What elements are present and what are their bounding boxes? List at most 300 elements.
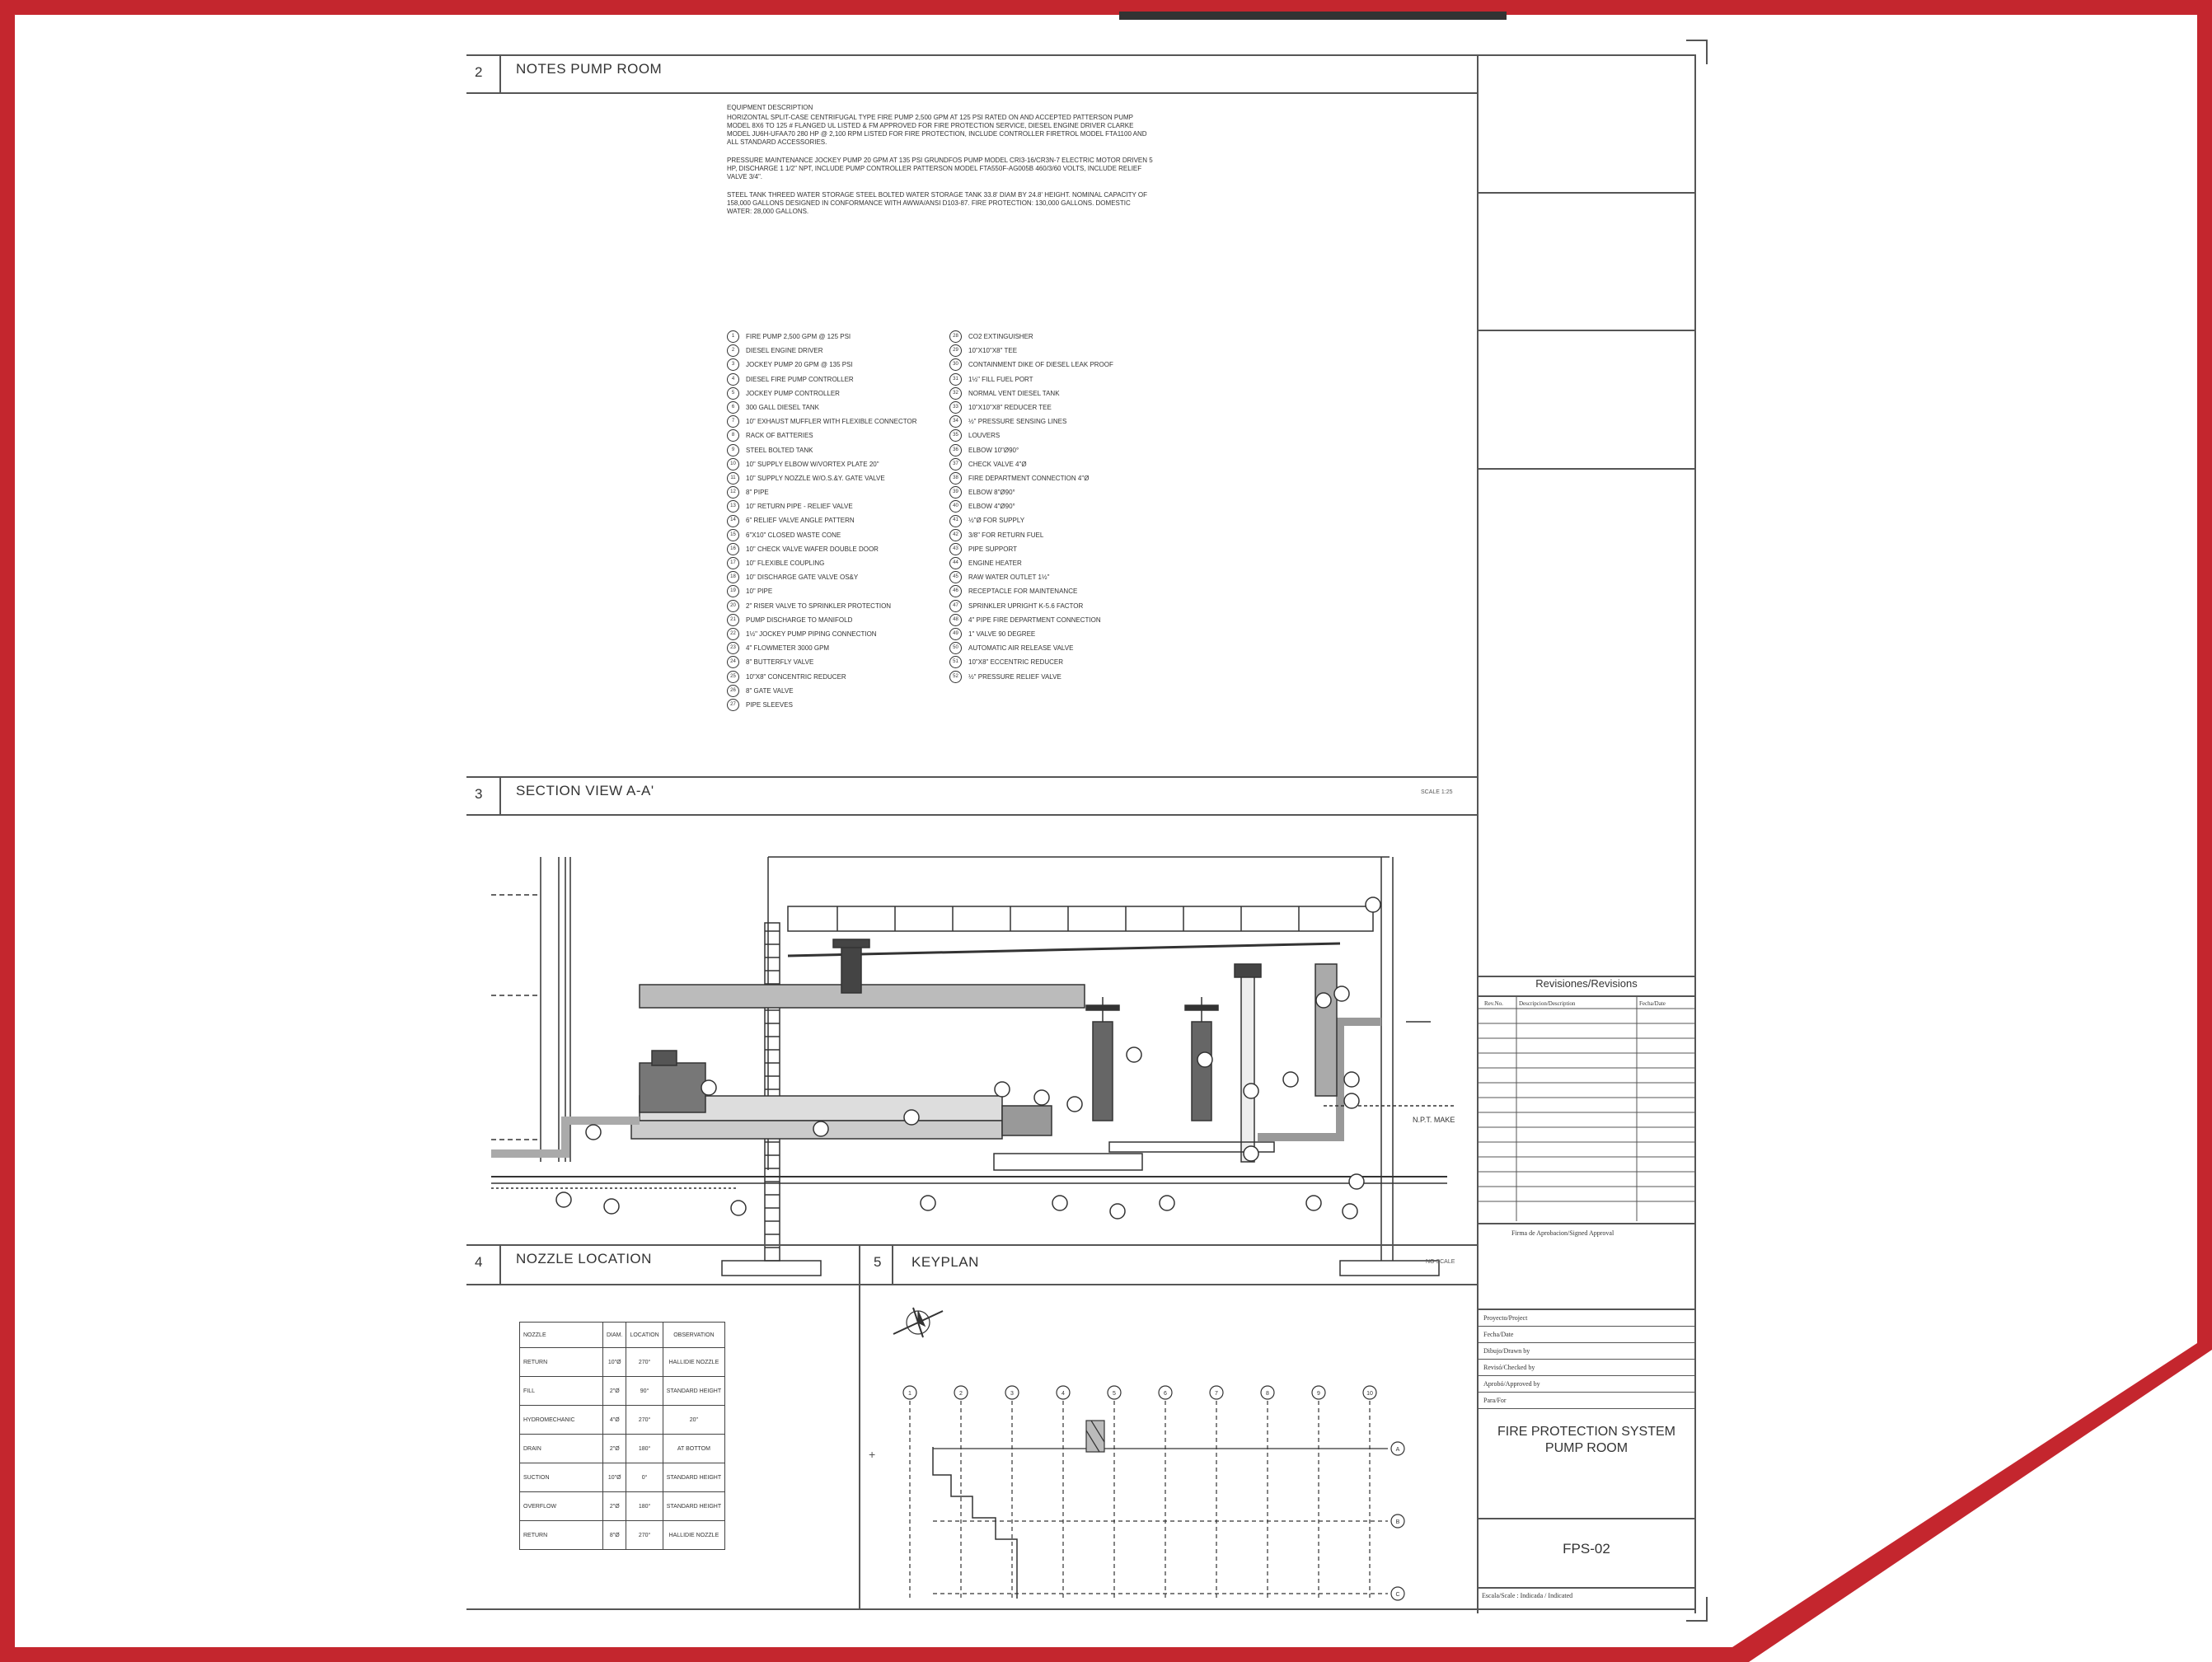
- table-row: [520, 1463, 725, 1492]
- legend-item-text: LOUVERS: [968, 432, 1001, 440]
- keyplan-grid-label: 9: [1317, 1391, 1320, 1397]
- section-view-title: SECTION VIEW A-A': [516, 783, 654, 798]
- legend-item: [949, 457, 1113, 471]
- keyplan-row-label: C: [1395, 1592, 1400, 1598]
- legend-item: [727, 698, 916, 712]
- legend-item: [727, 414, 916, 428]
- table-row: [520, 1521, 725, 1550]
- nozzle-section-title: NOZZLE LOCATION: [516, 1251, 652, 1266]
- corner-mark-bottom: [1686, 1620, 1708, 1622]
- title-block-row: Aprobó/Approved by: [1479, 1376, 1694, 1393]
- keyplan-grid-label: 2: [959, 1391, 963, 1397]
- legend-number-balloon: 35: [949, 429, 962, 442]
- legend-item: [949, 584, 1113, 598]
- legend-item-text: JOCKEY PUMP 20 GPM @ 135 PSI: [746, 361, 853, 369]
- legend-number-balloon: 49: [949, 628, 962, 640]
- legend-item: [949, 471, 1113, 485]
- drawing-callout-balloon: [1110, 1204, 1125, 1219]
- legend-number-balloon: 31: [949, 373, 962, 386]
- legend-number-balloon: 28: [949, 330, 962, 343]
- legend-number-balloon: 7: [727, 415, 739, 428]
- notes-section-number: 2: [475, 64, 483, 80]
- legend-number-balloon: 29: [949, 344, 962, 357]
- legend-number-balloon: 52: [949, 671, 962, 683]
- table-row: [520, 1377, 725, 1406]
- legend-left-column: [727, 330, 916, 712]
- legend-item: [949, 556, 1113, 570]
- nozzle-table-cell: OVERFLOW: [520, 1492, 603, 1521]
- nozzle-table-cell: 90°: [626, 1377, 663, 1406]
- legend-item-text: 10" SUPPLY ELBOW W/VORTEX PLATE 20": [746, 460, 879, 468]
- nozzle-table-cell: 10"Ø: [603, 1463, 626, 1492]
- legend-number-balloon: 48: [949, 614, 962, 626]
- notes-fire-pump: HORIZONTAL SPLIT-CASE CENTRIFUGAL TYPE FIRE PUMP 2,500 GPM AT 125 PSI RATED ON AND ACCEPTED PATTERSON PUMP MODEL 8X6 TO 125 # FLANGED UL LISTED & FM APPROVED FOR FIRE PROTECTION SERVICE, DIESEL ENGINE DRIVER CLARKE MODEL JU6H-UFAA70 280 HP @ 2,100 RPM LISTED FOR FIRE PROTECTION, INCLUDE CONTROLLER FIRETROL MODEL FTA1100 AND ALL STANDARD ACCESSORIES.: [727, 114, 1147, 146]
- legend-item: [727, 684, 916, 698]
- drawing-sheet: [466, 40, 1709, 1615]
- legend-item-text: 10" FLEXIBLE COUPLING: [746, 559, 825, 567]
- legend-number-balloon: 51: [949, 656, 962, 668]
- revisions-header-cell: Fecha/Date: [1639, 1000, 1666, 1007]
- drawing-callout-balloon: [556, 1192, 571, 1207]
- notes-steel-tank: STEEL TANK THREED WATER STORAGE STEEL BOLTED WATER STORAGE TANK 33.8' DIAM BY 24.8' HEIGHT. NOMINAL CAPACITY OF 158,000 GALLONS DESIGNED IN CONFORMANCE WITH AWWA/ANSI D103-87. FIRE PROTECTION: 130,000 GALLONS. DOMESTIC WATER: 28,000 GALLONS.: [727, 191, 1147, 215]
- legend-item: [949, 414, 1113, 428]
- keyplan-grid-label: 10: [1366, 1391, 1373, 1397]
- drawing-callout-balloon: [1343, 1204, 1357, 1219]
- north-arrow-icon: [893, 1308, 943, 1337]
- keyplan-grid-label: 1: [908, 1391, 912, 1397]
- keyplan-section-number: 5: [874, 1254, 882, 1270]
- legend-item: [727, 655, 916, 669]
- drawing-callout-balloon: [1349, 1174, 1364, 1189]
- legend-item: [727, 330, 916, 344]
- nozzle-table-cell: 20": [663, 1406, 724, 1435]
- legend-number-balloon: 13: [727, 500, 739, 513]
- top-dark-band: [1119, 12, 1507, 20]
- legend-item: [949, 344, 1113, 358]
- legend-item-text: AUTOMATIC AIR RELEASE VALVE: [968, 644, 1074, 653]
- revisions-title: Revisiones/Revisions: [1535, 977, 1638, 990]
- nozzle-table-cell: STANDARD HEIGHT: [663, 1492, 724, 1521]
- legend-number-balloon: 46: [949, 585, 962, 597]
- nozzle-table-cell: STANDARD HEIGHT: [663, 1463, 724, 1492]
- titleblock-right-line: [1694, 54, 1696, 1613]
- keyplan-plus: +: [869, 1448, 876, 1461]
- nozzle-table-header-cell: DIAM.: [603, 1323, 626, 1348]
- legend-item-text: 10"X8" CONCENTRIC REDUCER: [746, 672, 846, 681]
- legend-number-balloon: 4: [727, 373, 739, 386]
- table-row: [520, 1348, 725, 1377]
- legend-item-text: CONTAINMENT DIKE OF DIESEL LEAK PROOF: [968, 361, 1113, 369]
- legend-item: [727, 627, 916, 641]
- legend-item-text: 10" DISCHARGE GATE VALVE OS&Y: [746, 574, 859, 582]
- legend-item-text: 6" RELIEF VALVE ANGLE PATTERN: [746, 517, 855, 525]
- legend-item-text: ENGINE HEATER: [968, 559, 1022, 567]
- section-view-drawing: [466, 816, 1477, 1277]
- sheet-bottom-line: [466, 1608, 1696, 1610]
- keyplan-grid-label: 4: [1061, 1391, 1065, 1397]
- legend-item-text: 1½" JOCKEY PUMP PIPING CONNECTION: [746, 630, 877, 638]
- section-header-divider: [499, 776, 501, 816]
- corner-mark-top: [1686, 40, 1708, 41]
- legend-item-text: RAW WATER OUTLET 1½": [968, 574, 1050, 582]
- nozzle-table-cell: 270°: [626, 1348, 663, 1377]
- nozzle-table-cell: AT BOTTOM: [663, 1435, 724, 1463]
- tb-sheetno-line: [1477, 1587, 1696, 1589]
- drawing-callout-balloon: [1244, 1146, 1258, 1161]
- section-view-scale: SCALE 1:25: [1421, 789, 1453, 795]
- legend-item: [949, 627, 1113, 641]
- legend-number-balloon: 10: [727, 458, 739, 471]
- legend-number-balloon: 26: [727, 685, 739, 697]
- legend-item-text: CHECK VALVE 4"Ø: [968, 460, 1027, 468]
- drawing-callout-balloon: [1127, 1047, 1141, 1062]
- legend-item: [949, 670, 1113, 684]
- revisions-grid: [1479, 997, 1694, 1223]
- legend-number-balloon: 14: [727, 515, 739, 527]
- legend-item: [727, 613, 916, 627]
- keyplan-row-label: B: [1395, 1519, 1400, 1525]
- notes-section-title: NOTES PUMP ROOM: [516, 61, 663, 77]
- legend-number-balloon: 8: [727, 429, 739, 442]
- drawing-callout-balloon: [995, 1082, 1010, 1097]
- drawing-callout-balloon: [1052, 1196, 1067, 1210]
- legend-number-balloon: 20: [727, 600, 739, 612]
- section-header-top: [466, 776, 1479, 778]
- legend-item-text: 1" VALVE 90 DEGREE: [968, 630, 1036, 638]
- keyplan-grid-label: 3: [1010, 1391, 1014, 1397]
- legend-number-balloon: 24: [727, 656, 739, 668]
- nozzle-table-cell: 270°: [626, 1406, 663, 1435]
- title-block-row: Fecha/Date: [1479, 1327, 1694, 1343]
- legend-number-balloon: 41: [949, 515, 962, 527]
- drawing-callout-balloon: [1344, 1093, 1359, 1108]
- legend-item-text: 300 GALL DIESEL TANK: [746, 403, 819, 411]
- title-block-row: Revisó/Checked by: [1479, 1360, 1694, 1376]
- drawing-callout-balloon: [1244, 1084, 1258, 1098]
- nozzle-table-cell: 270°: [626, 1521, 663, 1550]
- keyplan-grid-label: 5: [1113, 1391, 1116, 1397]
- legend-number-balloon: 40: [949, 500, 962, 513]
- tb-line-1: [1477, 192, 1696, 194]
- title-block-row: Dibujo/Drawn by: [1479, 1343, 1694, 1360]
- legend-item: [727, 386, 916, 400]
- legend-item-text: JOCKEY PUMP CONTROLLER: [746, 389, 840, 397]
- legend-number-balloon: 2: [727, 344, 739, 357]
- legend-number-balloon: 22: [727, 628, 739, 640]
- legend-item-text: DIESEL FIRE PUMP CONTROLLER: [746, 375, 854, 383]
- legend-item: [727, 471, 916, 485]
- project-title-line-1: FIRE PROTECTION SYSTEM: [1497, 1425, 1675, 1439]
- legend-item-text: 10" RETURN PIPE - RELIEF VALVE: [746, 503, 853, 511]
- legend-item-text: RECEPTACLE FOR MAINTENANCE: [968, 588, 1078, 596]
- legend-item: [727, 443, 916, 457]
- nozzle-table-cell: 4"Ø: [603, 1406, 626, 1435]
- legend-item: [949, 428, 1113, 442]
- legend-item-text: 1½" FILL FUEL PORT: [968, 375, 1033, 383]
- lower-header-top: [466, 1244, 1479, 1246]
- pump-room-hatch: [1086, 1421, 1104, 1452]
- legend-item-text: 4" PIPE FIRE DEPARTMENT CONNECTION: [968, 616, 1101, 624]
- legend-number-balloon: 43: [949, 543, 962, 555]
- legend-item: [949, 485, 1113, 499]
- table-row: [520, 1406, 725, 1435]
- legend-number-balloon: 1: [727, 330, 739, 343]
- legend-item: [727, 670, 916, 684]
- legend-item-text: RACK OF BATTERIES: [746, 432, 813, 440]
- legend-item-text: 8" GATE VALVE: [746, 686, 794, 695]
- approval-label: Firma de Aprobacion/Signed Approval: [1511, 1229, 1614, 1237]
- title-block-rows: [1479, 1310, 1694, 1409]
- nozzle-table-cell: FILL: [520, 1377, 603, 1406]
- legend-item: [727, 499, 916, 513]
- notes-jockey-pump: PRESSURE MAINTENANCE JOCKEY PUMP 20 GPM AT 135 PSI GRUNDFOS PUMP MODEL CRI3-16/CR3N-7 ELECTRIC MOTOR DRIVEN 5 HP, DISCHARGE 1 1/2" NPT, INCLUDE PUMP CONTROLLER PATTERSON MODEL FTA550F-AG005B 460/3/60 VOLTS, INCLUDE RELIEF VALVE 3/4".: [727, 157, 1153, 180]
- project-title-line-2: PUMP ROOM: [1544, 1441, 1629, 1455]
- legend-item-text: PIPE SLEEVES: [746, 700, 793, 709]
- legend-number-balloon: 27: [727, 699, 739, 711]
- legend-item: [949, 528, 1113, 542]
- nozzle-table-header-cell: OBSERVATION: [663, 1323, 724, 1348]
- legend-number-balloon: 39: [949, 486, 962, 499]
- rev-bottom-line: [1477, 1223, 1696, 1224]
- legend-item-text: DIESEL ENGINE DRIVER: [746, 347, 823, 355]
- nozzle-location-table: [519, 1322, 725, 1550]
- drawing-callout-balloon: [1344, 1072, 1359, 1087]
- legend-item: [949, 613, 1113, 627]
- tb-line-2: [1477, 330, 1696, 331]
- nozzle-table-cell: 2"Ø: [603, 1435, 626, 1463]
- legend-item: [727, 400, 916, 414]
- legend-item: [949, 513, 1113, 527]
- legend-item: [949, 655, 1113, 669]
- legend-number-balloon: 44: [949, 557, 962, 569]
- legend-item-text: ELBOW 8"Ø90°: [968, 489, 1015, 497]
- drawing-callout-balloon: [1160, 1196, 1174, 1210]
- legend-item: [727, 599, 916, 613]
- legend-item-text: ½"Ø FOR SUPPLY: [968, 517, 1025, 525]
- corner-mark-top-v: [1706, 40, 1708, 64]
- drawing-callout-balloon: [813, 1121, 828, 1136]
- keyplan-grid-label: 6: [1164, 1391, 1167, 1397]
- nozzle-table-header-cell: NOZZLE: [520, 1323, 603, 1348]
- legend-item-text: PIPE SUPPORT: [968, 545, 1017, 553]
- corner-mark-bottom-v: [1706, 1597, 1708, 1622]
- nozzle-header-divider: [499, 1244, 501, 1284]
- revisions-header-cell: Descripcion/Description: [1519, 1000, 1576, 1007]
- drawing-callout-balloon: [701, 1080, 716, 1095]
- legend-number-balloon: 17: [727, 557, 739, 569]
- legend-item: [727, 372, 916, 386]
- legend-item-text: STEEL BOLTED TANK: [746, 446, 813, 454]
- nozzle-table-cell: HYDROMECHANIC: [520, 1406, 603, 1435]
- legend-number-balloon: 12: [727, 486, 739, 499]
- legend-item: [949, 386, 1113, 400]
- keyplan-row-label: A: [1395, 1447, 1400, 1453]
- nozzle-table-cell: RETURN: [520, 1521, 603, 1550]
- nozzle-table-cell: 2"Ø: [603, 1377, 626, 1406]
- legend-item-text: 10"X8" ECCENTRIC REDUCER: [968, 658, 1064, 667]
- legend-number-balloon: 33: [949, 401, 962, 414]
- nozzle-table-cell: HALLIDIE NOZZLE: [663, 1348, 724, 1377]
- drawing-callout-balloon: [731, 1201, 746, 1215]
- project-title: [1479, 1424, 1694, 1457]
- legend-right-column: [949, 330, 1113, 684]
- legend-item-text: 10" SUPPLY NOZZLE W/O.S.&Y. GATE VALVE: [746, 474, 885, 482]
- legend-item: [949, 499, 1113, 513]
- legend-item: [949, 641, 1113, 655]
- legend-item-text: ELBOW 10"Ø90°: [968, 446, 1019, 454]
- legend-item-text: 10"X10"X8" REDUCER TEE: [968, 403, 1052, 411]
- nozzle-table-cell: DRAIN: [520, 1435, 603, 1463]
- legend-item: [727, 556, 916, 570]
- legend-item: [727, 584, 916, 598]
- legend-item: [949, 358, 1113, 372]
- legend-number-balloon: 25: [727, 671, 739, 683]
- keyplan-header-divider: [892, 1244, 893, 1284]
- legend-number-balloon: 11: [727, 472, 739, 485]
- drawing-callout-balloon: [1366, 897, 1380, 912]
- drawing-callout-balloon: [1283, 1072, 1298, 1087]
- drawing-callout-balloon: [1334, 986, 1349, 1001]
- legend-number-balloon: 3: [727, 358, 739, 371]
- legend-item: [949, 443, 1113, 457]
- legend-item: [727, 428, 916, 442]
- legend-item-text: PUMP DISCHARGE TO MANIFOLD: [746, 616, 853, 624]
- nozzle-table-header: [520, 1323, 725, 1348]
- nozzle-table-cell: 2"Ø: [603, 1492, 626, 1521]
- sheet-number: FPS-02: [1563, 1541, 1610, 1557]
- legend-item-text: 8" BUTTERFLY VALVE: [746, 658, 814, 667]
- keyplan-drawing: [860, 1285, 1475, 1608]
- level-label: N.P.T. MAKE: [1413, 1116, 1455, 1124]
- legend-number-balloon: 47: [949, 600, 962, 612]
- legend-number-balloon: 15: [727, 529, 739, 541]
- drawing-callout-balloon: [604, 1199, 619, 1214]
- title-block-row: Proyecto/Project: [1479, 1310, 1694, 1327]
- table-row: [520, 1435, 725, 1463]
- drawing-callout-balloon: [1306, 1196, 1321, 1210]
- legend-item: [727, 513, 916, 527]
- legend-item-text: 3/8" FOR RETURN FUEL: [968, 531, 1044, 539]
- notes-header-divider: [499, 54, 501, 94]
- legend-item-text: CO2 EXTINGUISHER: [968, 333, 1033, 340]
- drawing-callout-balloon: [1067, 1097, 1082, 1112]
- tb-title-line: [1477, 1518, 1696, 1519]
- legend-item-text: FIRE PUMP 2,500 GPM @ 125 PSI: [746, 333, 851, 340]
- nozzle-table-cell: 180°: [626, 1435, 663, 1463]
- legend-item: [727, 358, 916, 372]
- legend-number-balloon: 36: [949, 444, 962, 456]
- legend-item-text: 2" RISER VALVE TO SPRINKLER PROTECTION: [746, 602, 892, 610]
- drawing-callout-balloon: [1197, 1052, 1212, 1067]
- nozzle-table-cell: 10"Ø: [603, 1348, 626, 1377]
- legend-number-balloon: 5: [727, 387, 739, 400]
- revisions-header-cell: Rev.No.: [1484, 1000, 1503, 1007]
- legend-number-balloon: 34: [949, 415, 962, 428]
- drawing-callout-balloon: [904, 1110, 919, 1125]
- legend-number-balloon: 50: [949, 642, 962, 654]
- legend-item: [727, 570, 916, 584]
- legend-item-text: 10" CHECK VALVE WAFER DOUBLE DOOR: [746, 545, 879, 553]
- legend-number-balloon: 16: [727, 543, 739, 555]
- legend-number-balloon: 21: [727, 614, 739, 626]
- legend-item: [949, 570, 1113, 584]
- legend-item: [727, 542, 916, 556]
- nozzle-table-cell: 0°: [626, 1463, 663, 1492]
- legend-item-text: ELBOW 4"Ø90°: [968, 503, 1015, 511]
- legend-item: [949, 599, 1113, 613]
- legend-number-balloon: 45: [949, 571, 962, 583]
- legend-number-balloon: 42: [949, 529, 962, 541]
- nozzle-table-header-cell: LOCATION: [626, 1323, 663, 1348]
- legend-item-text: ½" PRESSURE SENSING LINES: [968, 418, 1067, 426]
- notes-header-bottom: [466, 92, 1479, 94]
- nozzle-table-cell: STANDARD HEIGHT: [663, 1377, 724, 1406]
- legend-item-text: 4" FLOWMETER 3000 GPM: [746, 644, 830, 653]
- legend-item-text: 6"X10" CLOSED WASTE CONE: [746, 531, 841, 539]
- legend-item: [727, 485, 916, 499]
- title-block-row: Para/For: [1479, 1393, 1694, 1409]
- notes-equipment-description: [727, 104, 1155, 226]
- drawing-callout-balloon: [1034, 1090, 1049, 1105]
- legend-number-balloon: 9: [727, 444, 739, 456]
- legend-number-balloon: 38: [949, 472, 962, 485]
- sheet-top-line: [466, 54, 1479, 56]
- title-block-scale: Escala/Scale : Indicada / Indicated: [1482, 1592, 1573, 1599]
- legend-number-balloon: 23: [727, 642, 739, 654]
- legend-item: [949, 400, 1113, 414]
- drawing-callout-balloon: [586, 1125, 601, 1140]
- nozzle-table-cell: RETURN: [520, 1348, 603, 1377]
- legend-number-balloon: 19: [727, 585, 739, 597]
- nozzle-table-cell: SUCTION: [520, 1463, 603, 1492]
- tb-line-3: [1477, 468, 1696, 470]
- legend-item: [949, 542, 1113, 556]
- legend-item-text: SPRINKLER UPRIGHT K-5.6 FACTOR: [968, 602, 1084, 610]
- keyplan-grid-label: 7: [1215, 1391, 1218, 1397]
- drawing-callout-balloon: [921, 1196, 935, 1210]
- legend-item: [727, 457, 916, 471]
- legend-number-balloon: 6: [727, 401, 739, 414]
- notes-heading: EQUIPMENT DESCRIPTION: [727, 104, 813, 111]
- legend-item-text: 10" EXHAUST MUFFLER WITH FLEXIBLE CONNECTOR: [746, 418, 917, 426]
- legend-item: [727, 528, 916, 542]
- legend-item-text: NORMAL VENT DIESEL TANK: [968, 389, 1060, 397]
- table-row: [520, 1492, 725, 1521]
- keyplan-scale: NO SCALE: [1426, 1259, 1455, 1265]
- section-view-number: 3: [475, 786, 483, 802]
- legend-item-text: 10"X10"X8" TEE: [968, 347, 1018, 355]
- keyplan-grid-label: 8: [1266, 1391, 1269, 1397]
- legend-item: [949, 330, 1113, 344]
- nozzle-table-cell: 180°: [626, 1492, 663, 1521]
- revisions-table: [1479, 997, 1694, 1261]
- titleblock-top-line: [1477, 54, 1696, 56]
- legend-number-balloon: 37: [949, 458, 962, 471]
- legend-number-balloon: 18: [727, 571, 739, 583]
- legend-item: [727, 641, 916, 655]
- keyplan-section-title: KEYPLAN: [912, 1254, 979, 1270]
- legend-item: [727, 344, 916, 358]
- nozzle-table-cell: HALLIDIE NOZZLE: [663, 1521, 724, 1550]
- legend-number-balloon: 30: [949, 358, 962, 371]
- legend-item: [949, 372, 1113, 386]
- legend-item-text: ½" PRESSURE RELIEF VALVE: [968, 672, 1061, 681]
- legend-item-text: 8" PIPE: [746, 489, 769, 497]
- legend-item-text: 10" PIPE: [746, 588, 773, 596]
- drawing-callout-balloon: [1316, 993, 1331, 1008]
- legend-item-text: FIRE DEPARTMENT CONNECTION 4"Ø: [968, 474, 1090, 482]
- legend-number-balloon: 32: [949, 387, 962, 400]
